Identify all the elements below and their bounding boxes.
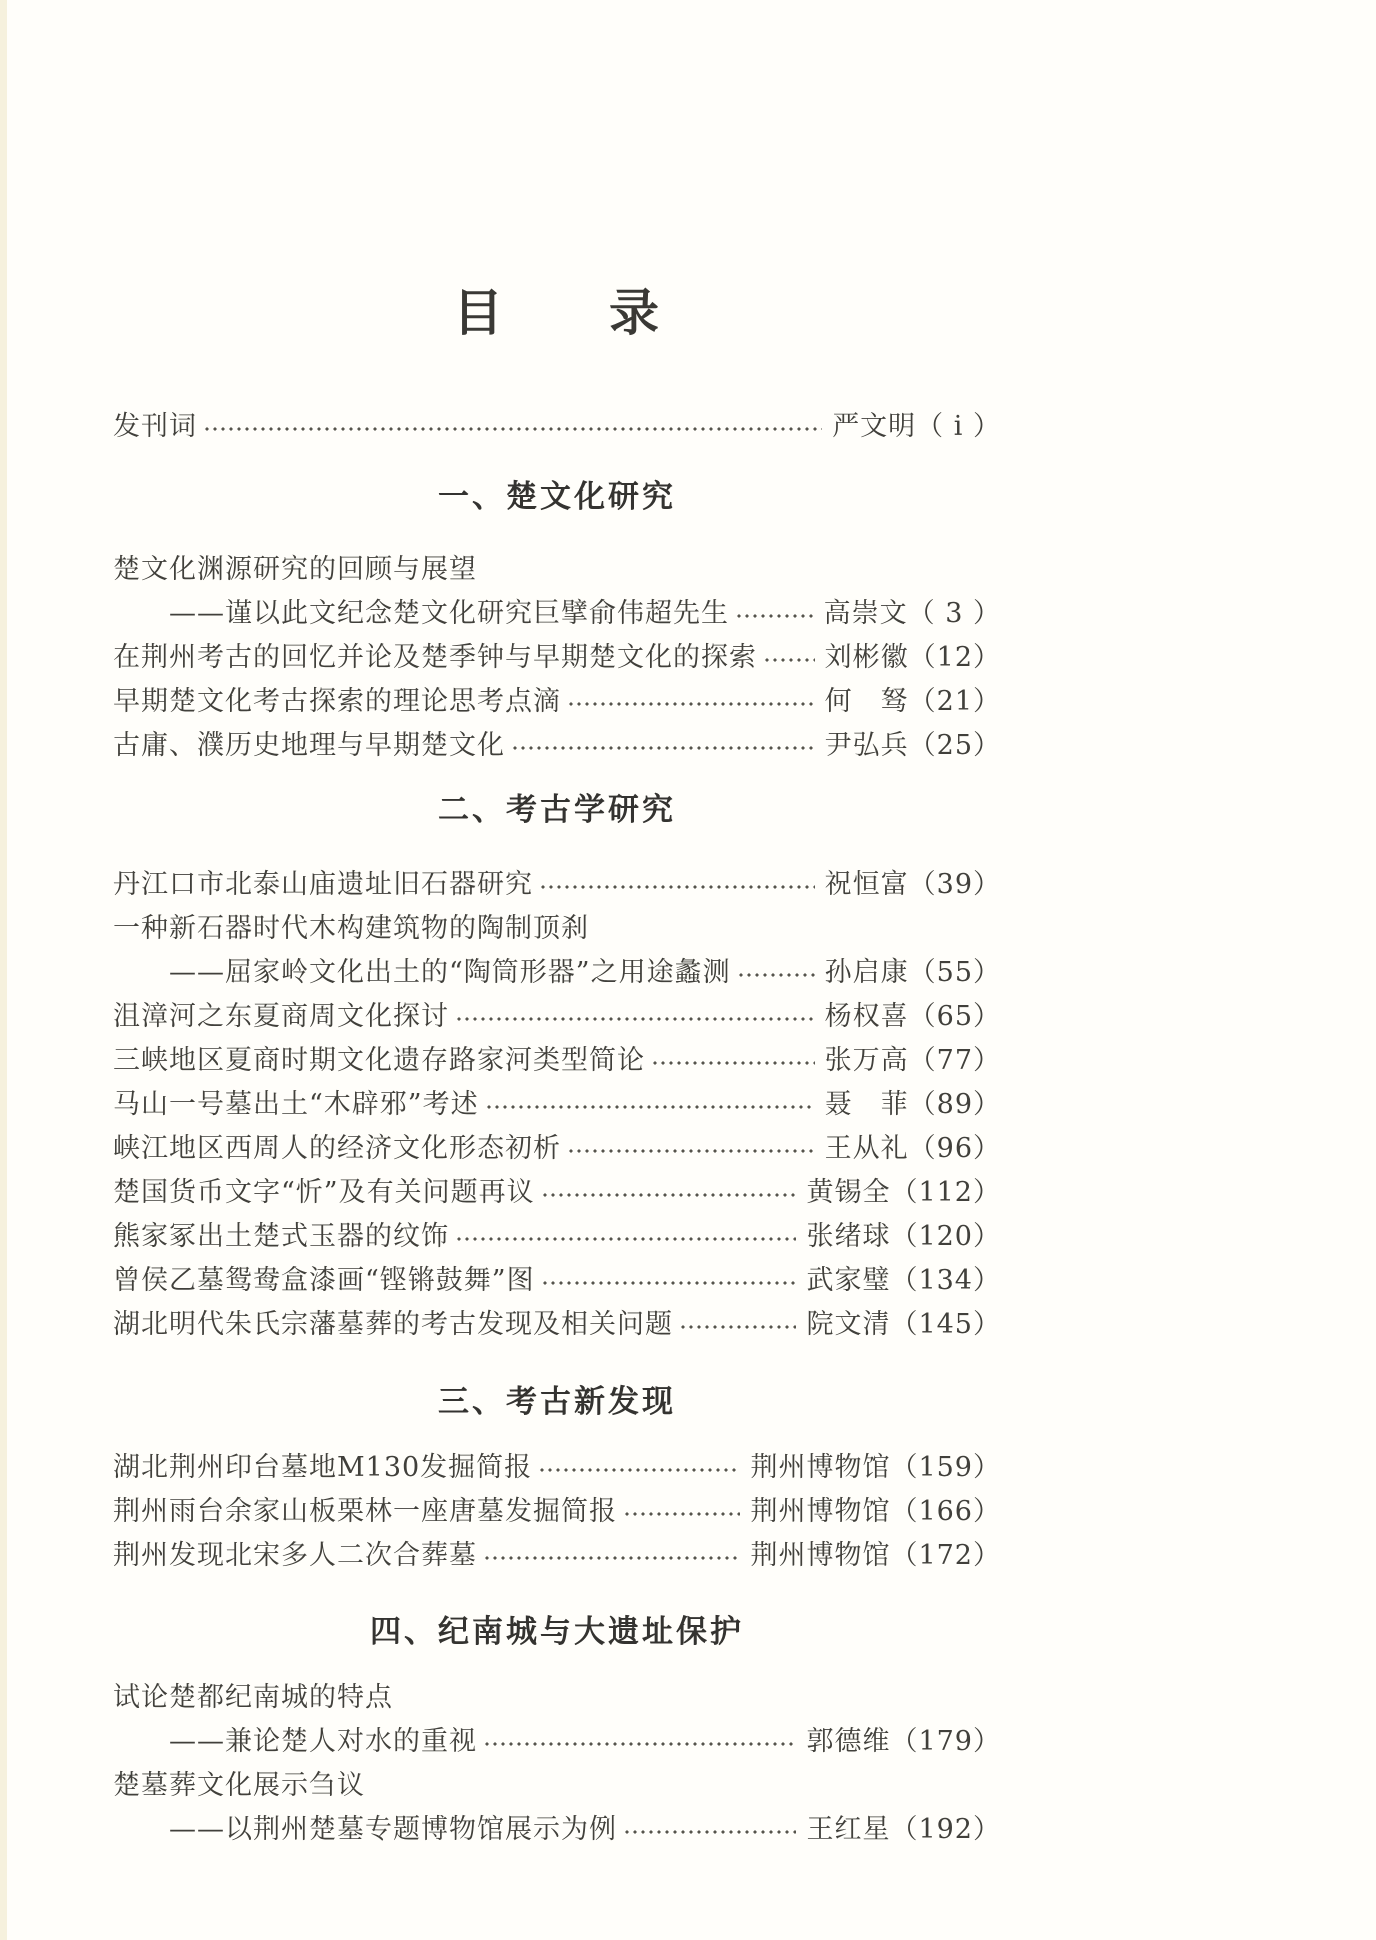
entry-title: 一种新石器时代木构建筑物的陶制顶刹 <box>113 913 589 944</box>
entry-title: 三峡地区夏商时期文化遗存路家河类型简论 <box>113 1045 645 1076</box>
dot-leader <box>485 1556 740 1560</box>
section-heading-2: 二、考古学研究 <box>438 792 676 828</box>
section-heading-3: 三、考古新发现 <box>438 1384 676 1420</box>
toc-entry <box>113 405 1001 449</box>
entry-author-page: 郭德维（179） <box>806 1726 1001 1757</box>
entry-title: 湖北荆州印台墓地M130发掘简报 <box>113 1452 533 1483</box>
toc-entry <box>113 907 1001 951</box>
dot-leader <box>541 885 815 889</box>
entry-subtitle: ——兼论楚人对水的重视 <box>169 1726 477 1757</box>
toc-entry-subtitle-row <box>113 592 1001 636</box>
entry-title: 发刊词 <box>113 411 197 442</box>
toc-entry <box>113 724 1001 768</box>
dot-leader <box>540 1468 740 1472</box>
entry-title: 荆州发现北宋多人二次合葬墓 <box>113 1540 477 1571</box>
toc-entry <box>113 680 1001 724</box>
scan-edge-strip <box>0 0 7 1940</box>
toc-entry <box>113 1127 1001 1171</box>
entry-title: 湖北明代朱氏宗藩墓葬的考古发现及相关问题 <box>113 1309 673 1340</box>
toc-entry <box>113 1764 1001 1808</box>
dot-leader <box>513 746 815 750</box>
entry-author-page: 孙启康（55） <box>824 957 1001 988</box>
dot-leader <box>569 702 815 706</box>
dot-leader <box>569 1149 815 1153</box>
entry-author-page: 高崇文（ 3 ） <box>823 598 1001 629</box>
entry-title: 曾侯乙墓鸳鸯盒漆画“铿锵鼓舞”图 <box>113 1265 535 1296</box>
dot-leader <box>737 614 814 618</box>
entry-author-page: 王红星（192） <box>806 1814 1001 1845</box>
dot-leader <box>765 658 815 662</box>
entry-title: 马山一号墓出土“木辟邪”考述 <box>113 1089 479 1120</box>
entry-author-page: 荆州博物馆（166） <box>750 1496 1001 1527</box>
section-heading-1: 一、楚文化研究 <box>438 479 676 515</box>
entry-author-page: 刘彬徽（12） <box>824 642 1001 673</box>
toc-entry <box>113 636 1001 680</box>
toc-entry <box>113 548 1001 592</box>
entry-author-page: 尹弘兵（25） <box>824 730 1001 761</box>
entry-author-page: 张万高（77） <box>824 1045 1001 1076</box>
dot-leader <box>625 1830 796 1834</box>
toc-entry <box>113 1215 1001 1259</box>
entry-title: 古庸、濮历史地理与早期楚文化 <box>113 730 505 761</box>
dot-leader <box>457 1237 796 1241</box>
entry-title: 楚国货币文字“忻”及有关问题再议 <box>113 1177 535 1208</box>
entry-subtitle: ——谨以此文纪念楚文化研究巨擘俞伟超先生 <box>169 598 729 629</box>
toc-entry <box>113 1676 1001 1720</box>
toc-content <box>113 0 1001 1852</box>
entry-author-page: 祝恒富（39） <box>824 869 1001 900</box>
dot-leader <box>487 1105 815 1109</box>
toc-entry <box>113 1259 1001 1303</box>
toc-entry <box>113 1171 1001 1215</box>
dot-leader <box>681 1325 796 1329</box>
entry-title: 试论楚都纪南城的特点 <box>113 1682 393 1713</box>
toc-entry-subtitle-row <box>113 1808 1001 1852</box>
entry-author-page: 聂 菲（89） <box>824 1089 1001 1120</box>
entry-title: 熊家冢出土楚式玉器的纹饰 <box>113 1221 449 1252</box>
entry-author-page: 黄锡全（112） <box>806 1177 1001 1208</box>
dot-leader <box>739 973 815 977</box>
entry-author-page: 武家璧（134） <box>806 1265 1001 1296</box>
entry-title: 荆州雨台余家山板栗林一座唐墓发掘简报 <box>113 1496 617 1527</box>
entry-title: 峡江地区西周人的经济文化形态初析 <box>113 1133 561 1164</box>
dot-leader <box>485 1742 796 1746</box>
toc-entry-subtitle-row <box>113 951 1001 995</box>
entry-author-page: 院文清（145） <box>806 1309 1001 1340</box>
dot-leader <box>543 1193 797 1197</box>
entry-author-page: 张绪球（120） <box>806 1221 1001 1252</box>
toc-entry <box>113 863 1001 907</box>
entry-title: 楚文化渊源研究的回顾与展望 <box>113 554 477 585</box>
entry-subtitle: ——屈家岭文化出土的“陶筒形器”之用途蠡测 <box>169 957 731 988</box>
entry-author-page: 荆州博物馆（172） <box>750 1540 1001 1571</box>
dot-leader <box>653 1061 815 1065</box>
entry-author-page: 严文明（ i ） <box>832 411 1001 442</box>
entry-title: 早期楚文化考古探索的理论思考点滴 <box>113 686 561 717</box>
dot-leader <box>543 1281 797 1285</box>
toc-entry <box>113 995 1001 1039</box>
toc-entry <box>113 1083 1001 1127</box>
entry-author-page: 王从礼（96） <box>824 1133 1001 1164</box>
entry-title: 沮漳河之东夏商周文化探讨 <box>113 1001 449 1032</box>
toc-entry <box>113 1303 1001 1347</box>
entry-title: 丹江口市北泰山庙遗址旧石器研究 <box>113 869 533 900</box>
toc-entry <box>113 1039 1001 1083</box>
entry-author-page: 荆州博物馆（159） <box>750 1452 1001 1483</box>
page-title: 目 录 <box>453 283 661 342</box>
dot-leader <box>205 427 822 431</box>
section-heading-4: 四、纪南城与大遗址保护 <box>370 1614 744 1650</box>
entry-subtitle: ——以荆州楚墓专题博物馆展示为例 <box>169 1814 617 1845</box>
toc-entry <box>113 1490 1001 1534</box>
entry-author-page: 杨权喜（65） <box>824 1001 1001 1032</box>
dot-leader <box>457 1017 815 1021</box>
toc-entry <box>113 1446 1001 1490</box>
entry-title: 在荆州考古的回忆并论及楚季钟与早期楚文化的探索 <box>113 642 757 673</box>
entry-author-page: 何 驽（21） <box>824 686 1001 717</box>
entry-title: 楚墓葬文化展示刍议 <box>113 1770 365 1801</box>
dot-leader <box>625 1512 740 1516</box>
toc-entry <box>113 1534 1001 1578</box>
toc-entry-subtitle-row <box>113 1720 1001 1764</box>
